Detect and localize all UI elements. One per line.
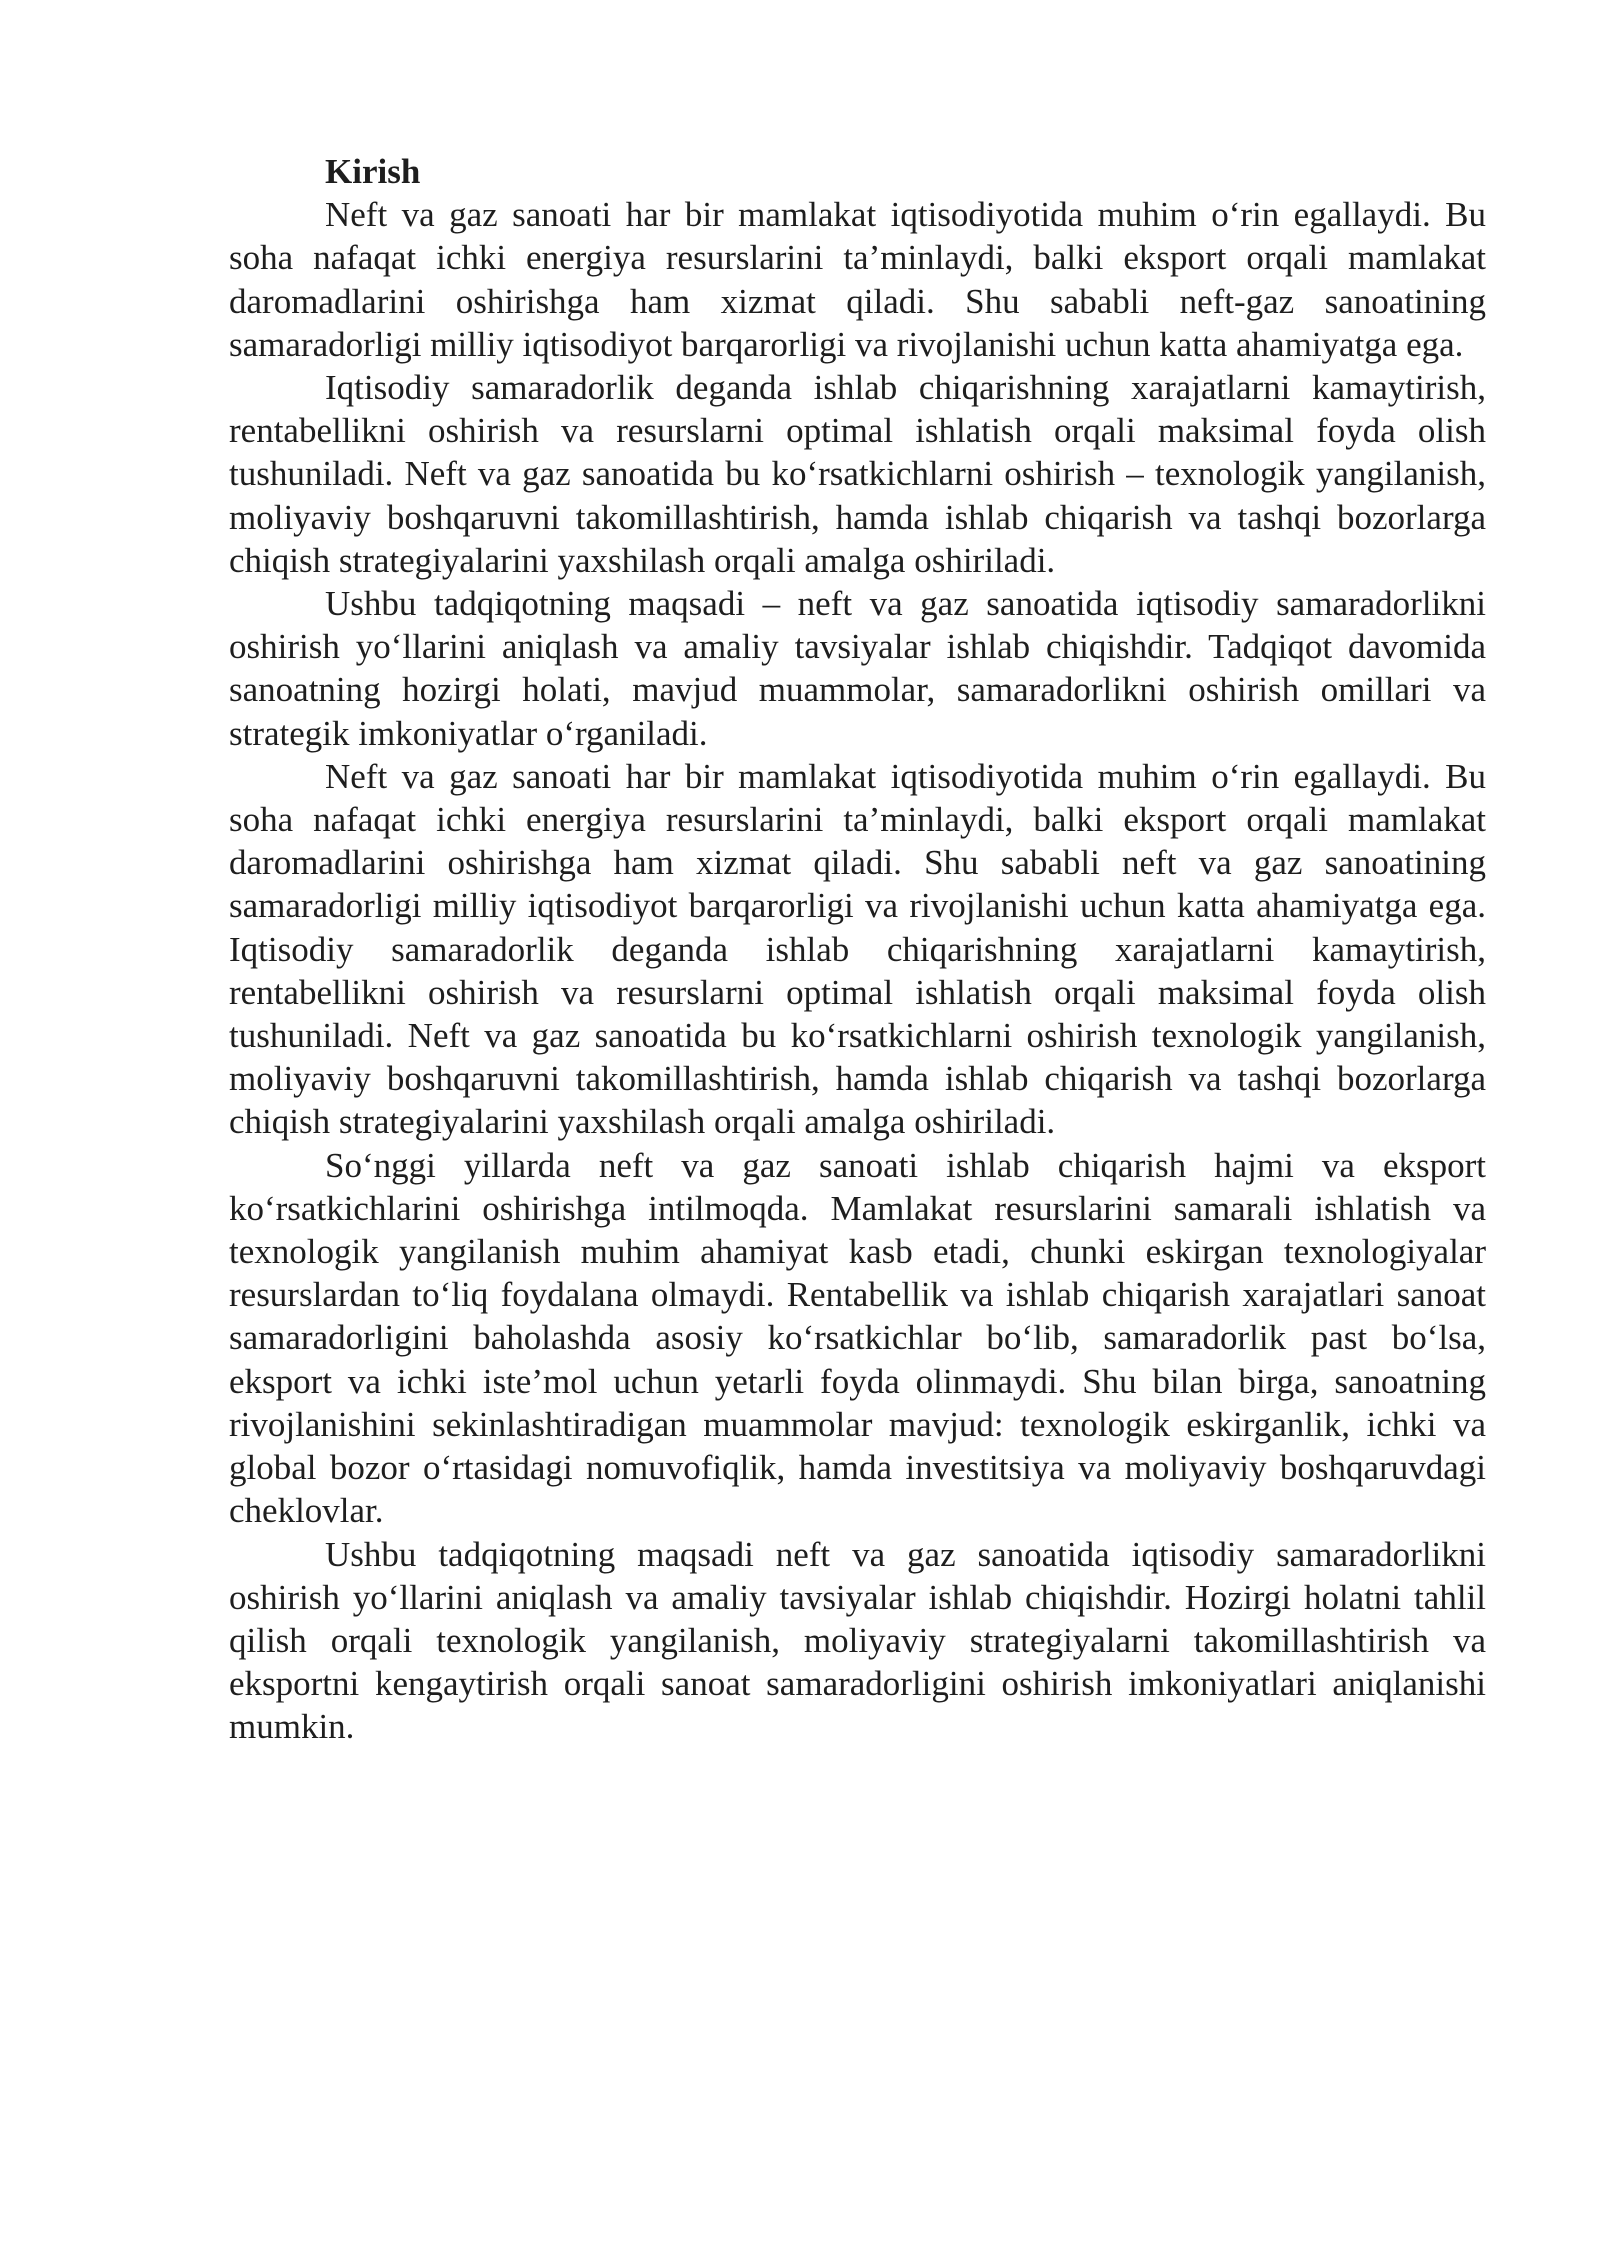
paragraph-1: Neft va gaz sanoati har bir mamlakat iqtisodiyotida muhim o‘rin egallaydi. Bu soha nafaqat ichki energiya resurslarini ta’minlaydi, balki eksport orqali mamlakat daromadlarini oshirishga ham xizmat qiladi. Shu sababli neft-gaz sanoatining samaradorligi milliy iqtisodiyot barqarorligi va rivojlanishi uchun katta ahamiyatga ega.	[229, 195, 1486, 364]
paragraph-3: Ushbu tadqiqotning maqsadi – neft va gaz sanoatida iqtisodiy samaradorlikni oshirish yo‘llarini aniqlash va amaliy tavsiyalar ishlab chiqishdir. Tadqiqot davomida sanoatning hozirgi holati, mavjud muammolar, samaradorlikni oshirish omillari va strategik imkoniyatlar o‘rganiladi.	[229, 584, 1486, 753]
section-heading: Kirish	[325, 152, 421, 191]
paragraph-4: Neft va gaz sanoati har bir mamlakat iqtisodiyotida muhim o‘rin egallaydi. Bu soha nafaqat ichki energiya resurslarini ta’minlaydi, balki eksport orqali mamlakat daromadlarini oshirishga ham xizmat qiladi. Shu sababli neft va gaz sanoatining samaradorligi milliy iqtisodiyot barqarorligi va rivojlanishi uchun katta ahamiyatga ega. Iqtisodiy samaradorlik deganda ishlab chiqarishning xarajatlarni kamaytirish, rentabellikni oshirish va resurslarni optimal ishlatish orqali maksimal foyda olish tushuniladi. Neft va gaz sanoatida bu ko‘rsatkichlarni oshirish texnologik yangilanish, moliyaviy boshqaruvni takomillashtirish, hamda ishlab chiqarish va tashqi bozorlarga chiqish strategiyalarini yaxshilash orqali amalga oshiriladi.	[229, 756, 1486, 1142]
paragraph-6: Ushbu tadqiqotning maqsadi neft va gaz sanoatida iqtisodiy samaradorlikni oshirish yo‘llarini aniqlash va amaliy tavsiyalar ishlab chiqishdir. Hozirgi holatni tahlil qilish orqali texnologik yangilanish, moliyaviy strategiyalarni takomillashtirish va eksportni kengaytirish orqali sanoat samaradorligini oshirish imkoniyatlari aniqlanishi mumkin.	[229, 1534, 1486, 1747]
paragraph-2: Iqtisodiy samaradorlik deganda ishlab chiqarishning xarajatlarni kamaytirish, rentabellikni oshirish va resurslarni optimal ishlatish orqali maksimal foyda olish tushuniladi. Neft va gaz sanoatida bu ko‘rsatkichlarni oshirish – texnologik yangilanish, moliyaviy boshqaruvni takomillashtirish, hamda ishlab chiqarish va tashqi bozorlarga chiqish strategiyalarini yaxshilash orqali amalga oshiriladi.	[229, 368, 1486, 580]
document-body	[229, 150, 1486, 1749]
paragraph-5: So‘nggi yillarda neft va gaz sanoati ishlab chiqarish hajmi va eksport ko‘rsatkichlarini oshirishga intilmoqda. Mamlakat resurslarini samarali ishlatish va texnologik yangilanish muhim ahamiyat kasb etadi, chunki eskirgan texnologiyalar resurslardan to‘liq foydalana olmaydi. Rentabellik va ishlab chiqarish xarajatlari sanoat samaradorligini baholashda asosiy ko‘rsatkichlar bo‘lib, samaradorlik past bo‘lsa, eksport va ichki iste’mol uchun yetarli foyda olinmaydi. Shu bilan birga, sanoatning rivojlanishini sekinlashtiradigan muammolar mavjud: texnologik eskirganlik, ichki va global bozor o‘rtasidagi nomuvofiqlik, hamda investitsiya va moliyaviy boshqaruvdagi cheklovlar.	[229, 1145, 1486, 1531]
